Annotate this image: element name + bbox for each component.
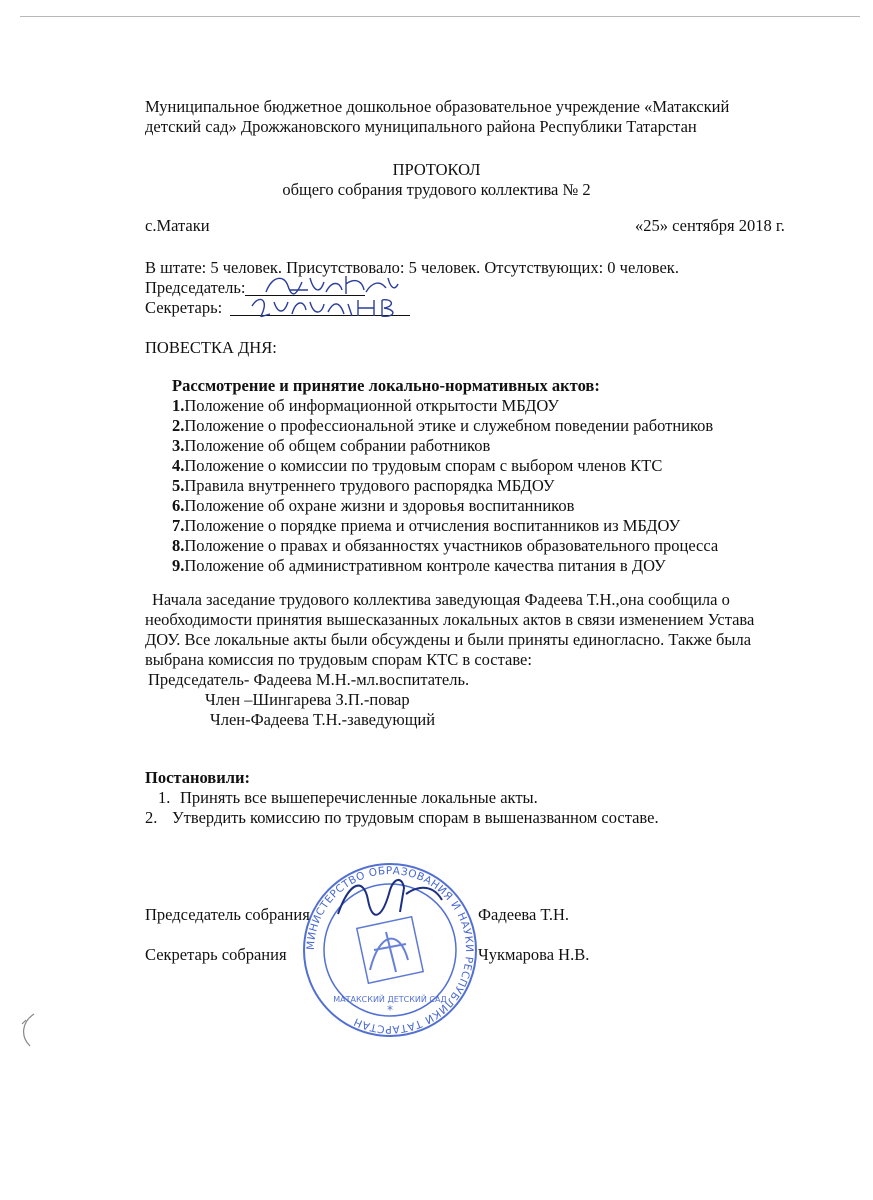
scan-top-edge [20,16,860,17]
secretary-label: Секретарь: [145,298,223,317]
agenda-item [172,516,680,536]
agenda-item [172,476,555,496]
agenda-item-text: Правила внутреннего трудового распорядка МБДОУ [184,476,555,495]
agenda-item-text: Положение о комиссии по трудовым спорам с выбором членов КТС [184,456,663,475]
place: с.Матаки [145,216,210,235]
agenda-item [172,536,718,556]
footer-secretary-name: Чукмарова Н.В. [478,945,590,964]
resolution-number: 1. [158,788,171,807]
body-line: ДОУ. Все локальные акты были обсуждены и были приняты единогласно. Также была [145,630,752,649]
agenda-item-text: Положение об охране жизни и здоровья воспитанников [184,496,575,515]
attendance: В штате: 5 человек. Присутствовало: 5 человек. Отсутствующих: 0 человек. [145,258,679,277]
agenda-item [172,396,559,416]
agenda-item-text: Положение об информационной открытости МБДОУ [184,396,559,415]
agenda-item-number: 1. [172,396,185,415]
agenda-subtitle: Рассмотрение и принятие локально-нормативных актов: [172,376,600,395]
agenda-item [172,436,490,456]
agenda-item-number: 3. [172,436,185,455]
body-line: необходимости принятия вышесказанных локальных актов в связи изменением Устава [145,610,755,629]
resolved-title: Постановили: [145,768,250,787]
agenda-item [172,456,662,476]
agenda-item [172,416,713,436]
agenda-item [172,556,666,576]
committee-member: Член-Фадеева Т.Н.-заведующий [210,710,436,729]
resolution-number: 2. [145,808,158,827]
org-name-line1: Муниципальное бюджетное дошкольное образовательное учреждение «Матакский [145,97,730,116]
agenda-item-number: 6. [172,496,185,515]
agenda-item-number: 9. [172,556,185,575]
footer-secretary-label: Секретарь собрания [145,945,287,964]
agenda-item-text: Положение о профессиональной этике и служебном поведении работников [184,416,714,435]
secretary-signature [248,292,418,329]
agenda-item-text: Положение об административном контроле качества питания в ДОУ [184,556,666,575]
body-line: Начала заседание трудового коллектива заведующая Фадеева Т.Н.,она сообщила о [152,590,730,609]
footer-chair-name: Фадеева Т.Н. [478,905,570,924]
agenda-item-number: 8. [172,536,185,555]
agenda-item-number: 4. [172,456,185,475]
agenda-item-text: Положение о порядке приема и отчисления воспитанников из МБДОУ [184,516,681,535]
committee-member: Председатель- Фадеева М.Н.-мл.воспитатель. [148,670,470,689]
stamp-outer-text: МИНИСТЕРСТВО ОБРАЗОВАНИЯ И НАУКИ РЕСПУБЛИКИ ТАТАРСТАН [304,864,476,1036]
chairman-label: Председатель: [145,278,246,297]
committee-member: Член –Шингарева З.П.-повар [205,690,410,709]
resolution-text: Принять все вышеперечисленные локальные акты. [180,788,538,807]
agenda-item-number: 7. [172,516,185,535]
date: «25» сентября 2018 г. [635,216,785,235]
document-title: ПРОТОКОЛ [392,160,481,179]
body-line: выбрана комиссия по трудовым спорам КТС в составе: [145,650,532,669]
svg-text:*: * [387,1003,393,1017]
agenda-item [172,496,574,516]
stamp-inner-text: МАТАКСКИЙ ДЕТСКИЙ САД [333,995,447,1004]
agenda-item-text: Положение об общем собрании работников [184,436,491,455]
agenda-item-number: 5. [172,476,185,495]
footer-chair-label: Председатель собрания [145,905,310,924]
agenda-title: ПОВЕСТКА ДНЯ: [145,338,277,357]
agenda-item-text: Положение о правах и обязанностях участников образовательного процесса [184,536,719,555]
document-subtitle: общего собрания трудового коллектива № 2 [282,180,591,199]
scan-margin-mark [12,1010,42,1050]
resolution-text: Утвердить комиссию по трудовым спорам в вышеназванном составе. [172,808,659,827]
agenda-item-number: 2. [172,416,185,435]
org-name-line2: детский сад» Дрожжановского муниципального района Республики Татарстан [145,117,697,136]
stamp-signature [330,870,450,930]
